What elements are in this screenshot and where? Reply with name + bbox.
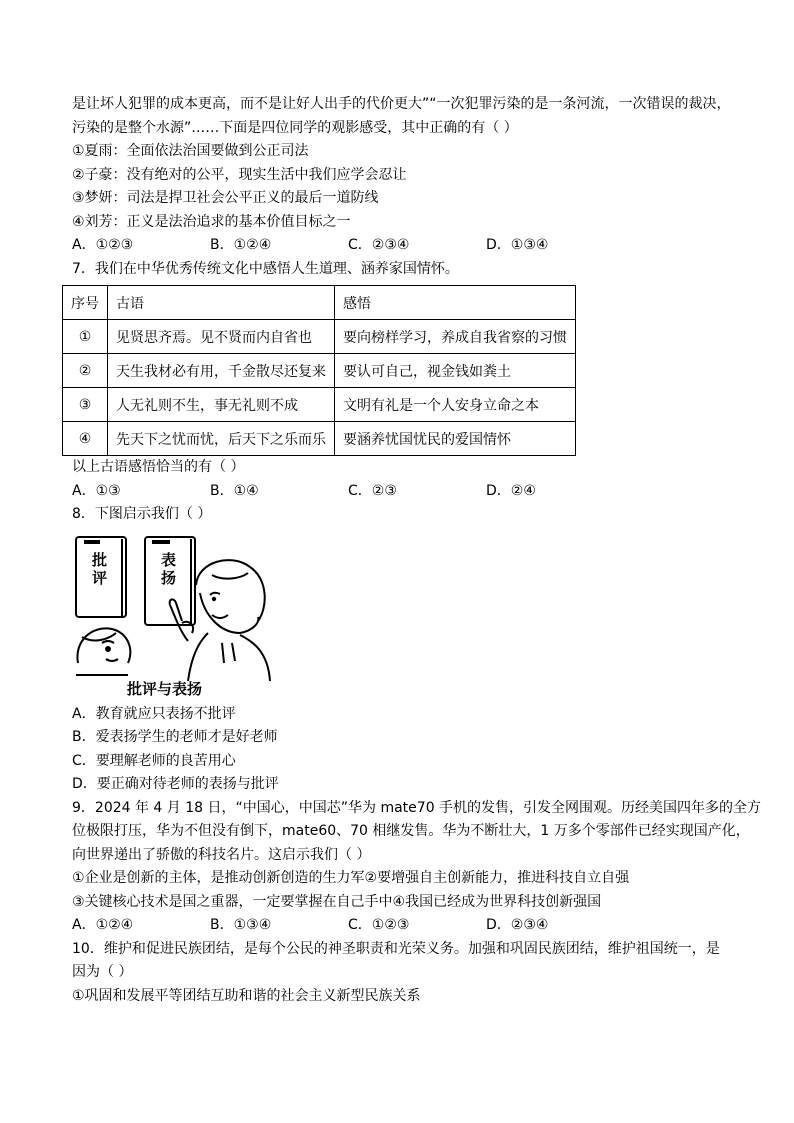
cartoon-caption: 批评与表扬 (127, 679, 203, 698)
q9-stem-line3: 向世界递出了骄傲的科技名片。这启示我们（ ） (72, 846, 371, 863)
q9-stem-line1: 9．2024 年 4 月 18 日，“中国心，中国芯”华为 mate70 手机的发售，引发全网围观。历经美国四年多的全方 (72, 799, 762, 816)
q7-row3-index: ③ (63, 388, 108, 422)
q7-option-a[interactable]: A．①③ (72, 482, 121, 499)
q7-row1-index: ① (63, 320, 108, 354)
q7-row2-index: ② (63, 354, 108, 388)
q6-item-3: ③梦妍：司法是捍卫社会公平正义的最后一道防线 (72, 190, 379, 206)
q6-item-1: ①夏雨：全面依法治国要做到公正司法 (72, 143, 309, 159)
q10-stem-line1: 10．维护和促进民族团结，是每个公民的神圣职责和光荣义务。加强和巩固民族团结，维护祖国统一，是 (72, 940, 720, 957)
book-right-char-2: 扬 (161, 568, 177, 587)
book-right-char-1: 表 (161, 550, 177, 569)
q10-item-1: ①巩固和发展平等团结互助和谐的社会主义新型民族关系 (72, 987, 421, 1004)
q6-stem-line2: 污染的是整个水源”……下面是四位同学的观影感受，其中正确的有（ ） (72, 119, 518, 136)
q6-options (72, 234, 734, 258)
q7-header-saying: 古语 (108, 286, 335, 320)
q7-option-d[interactable]: D．②④ (486, 482, 536, 499)
q7-header-index: 序号 (63, 286, 108, 320)
q9-options (72, 914, 734, 938)
q7-row3-insight: 文明有礼是一个人安身立命之本 (335, 388, 576, 422)
q7-table (62, 285, 576, 456)
q7-row1-saying: 见贤思齐焉。见不贤而内自省也 (108, 320, 335, 354)
q9-option-b[interactable]: B．①③④ (210, 917, 272, 933)
q7-options (72, 480, 734, 504)
q8-option-c[interactable]: C．要理解老师的良苦用心 (72, 752, 236, 769)
q9-option-a[interactable]: A．①②④ (72, 917, 134, 933)
q8-option-a[interactable]: A．教育就应只表扬不批评 (72, 705, 236, 722)
criticism-praise-cartoon (72, 533, 272, 703)
q9-stem-line2: 位极限打压，华为不但没有倒下，mate60、70 相继发售。华为不断壮大，1 万多个零部件已经实现国产化， (72, 823, 750, 839)
q7-table-header (63, 286, 576, 320)
q7-row3-saying: 人无礼则不生，事无礼则不成 (108, 388, 335, 422)
q7-row1-insight: 要向榜样学习，养成自我省察的习惯 (335, 320, 576, 354)
q9-option-d[interactable]: D．②③④ (486, 917, 549, 933)
q10-stem-line2: 因为（ ） (72, 964, 133, 980)
table-row (63, 320, 576, 354)
q8-option-d[interactable]: D．要正确对待老师的表扬与批评 (72, 776, 279, 792)
q7-row4-index: ④ (63, 422, 108, 456)
q6-stem-line1: 是让坏人犯罪的成本更高，而不是让好人出手的代价更大”“一次犯罪污染的是一条河流，一次错误的裁决， (72, 96, 731, 112)
q7-after-table: 以上古语感悟恰当的有（ ） (72, 459, 245, 475)
q7-stem: 7．我们在中华优秀传统文化中感悟人生道理、涵养家国情怀。 (72, 260, 459, 277)
table-row (63, 388, 576, 422)
q6-option-a[interactable]: A．①②③ (72, 237, 134, 253)
q6-item-2: ②子豪：没有绝对的公平，现实生活中我们应学会忍让 (72, 166, 407, 183)
table-row (63, 422, 576, 456)
q7-header-insight: 感悟 (335, 286, 576, 320)
q9-items-line1: ①企业是创新的主体，是推动创新创造的生力军②要增强自主创新能力，推进科技自立自强 (72, 870, 630, 886)
q9-option-c[interactable]: C．①②③ (348, 917, 410, 933)
q6-option-d[interactable]: D．①③④ (486, 237, 549, 253)
q7-row4-insight: 要涵养忧国忧民的爱国情怀 (335, 422, 576, 456)
q6-option-c[interactable]: C．②③④ (348, 237, 410, 253)
q6-item-4: ④刘芳：正义是法治追求的基本价值目标之一 (72, 213, 351, 230)
q8-stem: 8．下图启示我们（ ） (72, 506, 212, 522)
q9-items-line2: ③关键核心技术是国之重器，一定要掌握在自己手中④我国已经成为世界科技创新强国 (72, 893, 602, 910)
q6-option-b[interactable]: B．①②④ (210, 237, 272, 253)
q7-row2-saying: 天生我材必有用，千金散尽还复来 (108, 354, 335, 388)
q7-row2-insight: 要认可自己，视金钱如粪土 (335, 354, 576, 388)
q7-option-b[interactable]: B．①④ (210, 482, 259, 499)
q8-option-b[interactable]: B．爱表扬学生的老师才是好老师 (72, 729, 278, 745)
book-left-char-1: 批 (92, 550, 108, 569)
q7-row4-saying: 先天下之忧而忧，后天下之乐而乐 (108, 422, 335, 456)
table-row (63, 354, 576, 388)
book-left-char-2: 评 (92, 568, 108, 587)
exam-page (71, 93, 762, 1008)
q7-option-c[interactable]: C．②③ (348, 482, 397, 499)
